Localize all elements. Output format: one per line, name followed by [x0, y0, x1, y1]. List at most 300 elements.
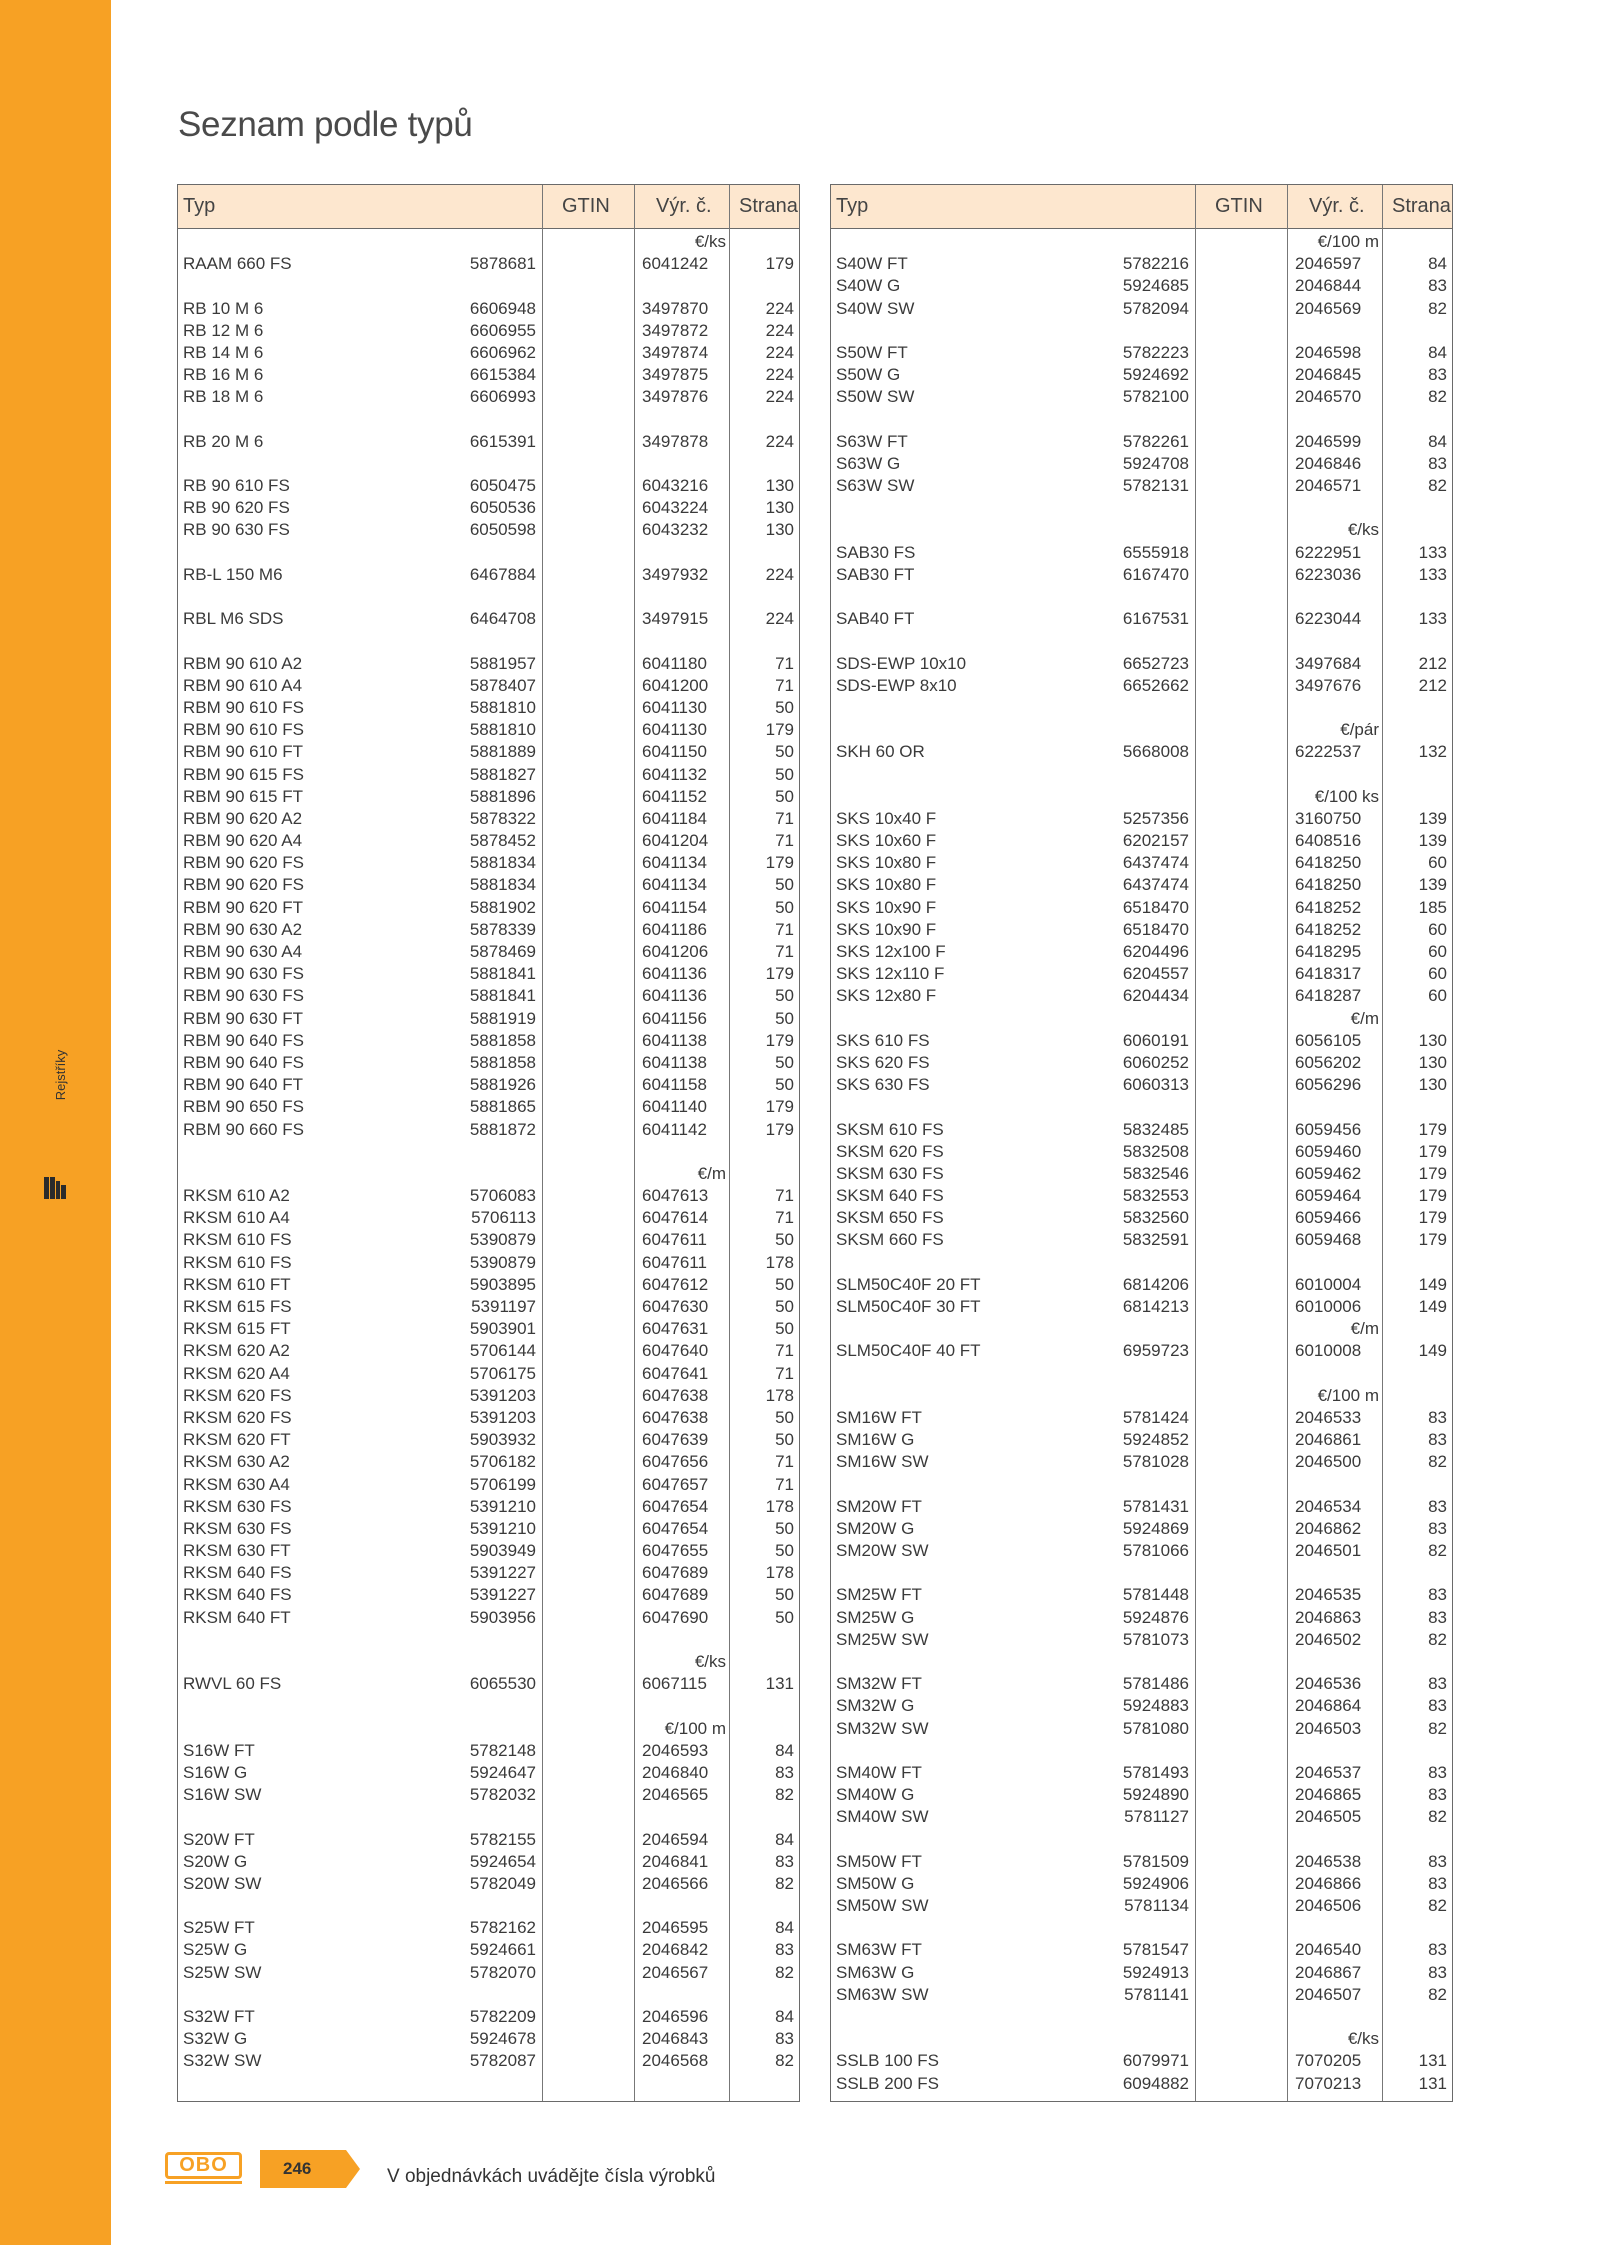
cell-vyr: 6047654: [642, 1518, 709, 1538]
table-row: [178, 564, 799, 586]
cell-strana: 130: [1418, 1030, 1447, 1050]
cell-strana: 50: [775, 1430, 794, 1450]
cell-strana: 224: [765, 609, 794, 629]
cell-vyr: 3497870: [642, 298, 709, 318]
cell-typ: SKS 12x110 F: [836, 964, 945, 984]
cell-strana: 82: [1428, 298, 1447, 318]
cell-gtin: 5391197: [471, 1297, 536, 1316]
table-row: [831, 253, 1452, 275]
cell-gtin: 5782223: [1122, 342, 1189, 362]
cell-strana: 178: [765, 1563, 794, 1583]
cell-strana: 132: [1418, 742, 1447, 762]
cell-vyr: 6223044: [1295, 609, 1362, 629]
cell-gtin: 6065530: [469, 1674, 536, 1694]
cell-vyr: 2046864: [1295, 1696, 1362, 1716]
cell-gtin: 6167470: [1122, 564, 1189, 584]
cell-gtin: 5782261: [1122, 431, 1189, 451]
cell-typ: SM63W G: [836, 1962, 915, 1982]
cell-strana: 71: [775, 653, 794, 673]
table-row: [178, 386, 799, 408]
cell-typ: RBM 90 640 FT: [183, 1075, 303, 1095]
cell-gtin: 5782087: [469, 2051, 536, 2071]
cell-typ: RB 20 M 6: [183, 431, 264, 451]
cell-typ: RBM 90 610 FS: [183, 720, 304, 740]
cell-strana: 60: [1428, 986, 1447, 1006]
cell-typ: SKSM 610 FS: [836, 1119, 944, 1139]
cell-vyr: 6418250: [1295, 875, 1362, 895]
cell-gtin: 5881926: [469, 1075, 536, 1095]
cell-gtin: 5881858: [469, 1030, 536, 1050]
table-row: [831, 1873, 1452, 1895]
cell-strana: 179: [1418, 1208, 1447, 1228]
cell-typ: RB 12 M 6: [183, 320, 264, 340]
table-row: [831, 1296, 1452, 1318]
table-left: [177, 184, 800, 2102]
cell-strana: 133: [1418, 564, 1447, 584]
table-row: [178, 1052, 799, 1074]
cell-gtin: 5881872: [469, 1119, 536, 1139]
cell-strana: 131: [1418, 2073, 1447, 2093]
table-row: [178, 1296, 799, 1318]
table-row: [178, 675, 799, 697]
cell-vyr: 2046867: [1295, 1962, 1362, 1982]
cell-strana: 60: [1428, 964, 1447, 984]
cell-vyr: 2046501: [1295, 1541, 1362, 1561]
cell-strana: 179: [765, 1030, 794, 1050]
header-gtin: GTIN: [562, 195, 610, 217]
spacer-row: [178, 275, 799, 297]
cell-gtin: 5924661: [469, 1940, 536, 1960]
cell-strana: 82: [1428, 1629, 1447, 1649]
header-strana: Strana: [739, 195, 798, 217]
table-row: [831, 2050, 1452, 2072]
cell-typ: SKSM 660 FS: [836, 1230, 944, 1250]
cell-strana: 83: [1428, 1940, 1447, 1960]
cell-gtin: 6060252: [1122, 1052, 1189, 1072]
cell-gtin: 5924692: [1122, 365, 1189, 385]
cell-typ: S63W G: [836, 453, 901, 473]
spacer-row: [831, 630, 1452, 652]
cell-strana: 82: [1428, 1984, 1447, 2004]
cell-gtin: 6204434: [1122, 986, 1189, 1006]
cell-typ: RBM 90 620 FS: [183, 853, 304, 873]
cell-gtin: 5903932: [469, 1430, 536, 1450]
cell-strana: 149: [1418, 1297, 1447, 1316]
cell-strana: 50: [775, 1075, 794, 1095]
cell-vyr: 2046866: [1295, 1873, 1362, 1893]
cell-gtin: 5881889: [469, 742, 536, 762]
cell-vyr: 2046534: [1295, 1496, 1362, 1516]
table-row: [831, 941, 1452, 963]
cell-vyr: 6059460: [1295, 1141, 1362, 1161]
cell-gtin: 5781493: [1122, 1762, 1189, 1782]
cell-strana: 83: [775, 2029, 794, 2049]
table-row: [178, 1873, 799, 1895]
cell-strana: 60: [1428, 919, 1447, 939]
cell-vyr: 6059468: [1295, 1230, 1362, 1250]
table-row: [831, 2073, 1452, 2095]
table-row: [178, 919, 799, 941]
spacer-row: [178, 542, 799, 564]
cell-vyr: 6010006: [1295, 1297, 1362, 1316]
cell-typ: SM50W SW: [836, 1896, 929, 1916]
cell-typ: SM40W G: [836, 1785, 915, 1805]
cell-gtin: 6437474: [1122, 853, 1189, 873]
cell-strana: 71: [775, 1474, 794, 1494]
cell-gtin: 5878452: [469, 831, 536, 851]
cell-typ: S20W G: [183, 1851, 248, 1871]
cell-gtin: 5924883: [1122, 1696, 1189, 1716]
cell-typ: RBM 90 640 FS: [183, 1052, 304, 1072]
cell-strana: 50: [775, 875, 794, 895]
cell-gtin: 5706144: [469, 1341, 536, 1361]
cell-strana: 131: [1418, 2051, 1447, 2071]
cell-vyr: 6041140: [642, 1097, 707, 1117]
cell-strana: 139: [1418, 808, 1447, 828]
cell-vyr: 3497874: [642, 342, 709, 362]
cell-typ: RKSM 620 A2: [183, 1341, 290, 1361]
cell-vyr: 6041204: [642, 831, 709, 851]
unit-row: [831, 2028, 1452, 2050]
cell-typ: RBM 90 660 FS: [183, 1119, 304, 1139]
table-row: [831, 1895, 1452, 1917]
cell-typ: SLM50C40F 20 FT: [836, 1274, 981, 1294]
spacer-row: [831, 697, 1452, 719]
cell-strana: 71: [775, 919, 794, 939]
cell-vyr: 3497915: [642, 609, 709, 629]
table-row: [178, 1340, 799, 1362]
cell-strana: 82: [1428, 1807, 1447, 1827]
cell-vyr: 2046840: [642, 1762, 709, 1782]
cell-strana: 50: [775, 1407, 794, 1427]
cell-typ: SKSM 640 FS: [836, 1186, 944, 1206]
cell-vyr: 6041186: [642, 919, 707, 939]
cell-vyr: 6059456: [1295, 1119, 1362, 1139]
cell-strana: 50: [775, 1541, 794, 1561]
cell-gtin: 6518470: [1122, 919, 1189, 939]
cell-typ: SM16W FT: [836, 1407, 922, 1427]
cell-vyr: 6041184: [642, 808, 707, 828]
cell-typ: S32W G: [183, 2029, 248, 2049]
cell-gtin: 6814213: [1122, 1297, 1189, 1316]
table-row: [831, 1451, 1452, 1473]
cell-strana: 179: [1418, 1141, 1447, 1161]
unit-label: €/m: [697, 1163, 726, 1183]
cell-gtin: 5781448: [1122, 1585, 1189, 1605]
cell-gtin: 6050475: [469, 476, 536, 496]
cell-vyr: 2046567: [642, 1962, 709, 1982]
cell-vyr: 6041154: [642, 897, 707, 917]
cell-vyr: 6047613: [642, 1186, 709, 1206]
cell-vyr: 7070213: [1295, 2073, 1362, 2093]
cell-typ: SM25W G: [836, 1607, 915, 1627]
table-row: [831, 1607, 1452, 1629]
cell-vyr: 2046507: [1295, 1984, 1362, 2004]
cell-typ: SDS-EWP 8x10: [836, 675, 957, 695]
unit-row: [831, 786, 1452, 808]
table-right: [830, 184, 1453, 2102]
cell-vyr: 6041200: [642, 675, 709, 695]
cell-gtin: 5878469: [469, 942, 536, 961]
cell-vyr: 3497684: [1295, 653, 1362, 673]
table-row: [178, 1451, 799, 1473]
table-row: [178, 1851, 799, 1873]
table-row: [831, 741, 1452, 763]
cell-strana: 50: [775, 1585, 794, 1605]
cell-vyr: 6418317: [1295, 964, 1362, 984]
cell-strana: 83: [1428, 276, 1447, 296]
cell-typ: RBM 90 640 FS: [183, 1030, 304, 1050]
cell-gtin: 5391203: [469, 1385, 536, 1405]
cell-gtin: 5782049: [469, 1873, 536, 1893]
table-row: [831, 874, 1452, 896]
table-row: [178, 786, 799, 808]
cell-typ: SM25W FT: [836, 1585, 922, 1605]
cell-vyr: 2046568: [642, 2051, 709, 2071]
cell-strana: 84: [1428, 431, 1447, 451]
cell-strana: 50: [775, 1319, 794, 1339]
cell-vyr: 6418287: [1295, 986, 1362, 1006]
table-header: [831, 185, 1452, 229]
cell-gtin: 5781509: [1122, 1851, 1189, 1871]
cell-strana: 149: [1418, 1341, 1447, 1361]
table-row: [178, 364, 799, 386]
cell-gtin: 6606962: [469, 342, 536, 362]
unit-label: €/ks: [694, 1652, 726, 1671]
cell-strana: 50: [775, 1274, 794, 1294]
cell-typ: SM63W FT: [836, 1940, 922, 1960]
cell-vyr: 2046506: [1295, 1896, 1362, 1916]
cell-gtin: 5782148: [469, 1740, 536, 1760]
cell-vyr: 3497872: [642, 320, 709, 340]
cell-typ: SKS 10x60 F: [836, 831, 937, 851]
table-row: [178, 719, 799, 741]
cell-strana: 212: [1418, 653, 1447, 673]
cell-vyr: 6047631: [642, 1319, 709, 1339]
cell-gtin: 5781028: [1122, 1452, 1189, 1472]
cell-strana: 82: [1428, 1541, 1447, 1561]
cell-strana: 50: [775, 1607, 794, 1627]
cell-gtin: 5781127: [1124, 1807, 1189, 1827]
cell-vyr: 2046535: [1295, 1585, 1362, 1605]
cell-gtin: 6050536: [469, 498, 536, 518]
cell-gtin: 5390879: [469, 1252, 536, 1272]
cell-vyr: 2046569: [1295, 298, 1362, 318]
cell-typ: SKS 10x90 F: [836, 897, 937, 917]
spacer-row: [178, 1629, 799, 1651]
table-row: [178, 697, 799, 719]
spacer-row: [178, 453, 799, 475]
cell-gtin: 5832485: [1122, 1119, 1189, 1139]
table-row: [831, 608, 1452, 630]
table-row: [178, 342, 799, 364]
cell-strana: 179: [765, 720, 794, 740]
cell-strana: 131: [765, 1674, 794, 1694]
cell-strana: 50: [775, 1052, 794, 1072]
table-row: [831, 298, 1452, 320]
cell-gtin: 5924647: [469, 1762, 536, 1782]
cell-strana: 224: [765, 298, 794, 318]
table-row: [178, 320, 799, 342]
cell-typ: RAAM 660 FS: [183, 254, 292, 274]
cell-typ: S20W FT: [183, 1829, 255, 1849]
cell-strana: 82: [775, 1873, 794, 1893]
cell-typ: SM16W SW: [836, 1452, 929, 1472]
cell-gtin: 5781424: [1122, 1407, 1189, 1427]
cell-strana: 71: [775, 831, 794, 851]
cell-typ: SM20W FT: [836, 1496, 922, 1516]
cell-strana: 84: [775, 2007, 794, 2026]
cell-strana: 83: [1428, 1607, 1447, 1627]
cell-strana: 82: [775, 1962, 794, 1982]
cell-gtin: 5881841: [469, 964, 536, 984]
table-row: [178, 1917, 799, 1939]
cell-gtin: 5391227: [469, 1563, 536, 1583]
cell-strana: 224: [765, 387, 794, 407]
cell-vyr: 6047639: [642, 1430, 709, 1450]
cell-strana: 71: [775, 1186, 794, 1206]
cell-gtin: 5832553: [1122, 1186, 1189, 1206]
cell-gtin: 5881865: [469, 1097, 536, 1117]
cell-typ: SAB40 FT: [836, 609, 915, 629]
cell-typ: SSLB 100 FS: [836, 2051, 940, 2071]
cell-strana: 50: [775, 1297, 794, 1316]
table-row: [178, 1496, 799, 1518]
cell-typ: RBM 90 630 A4: [183, 942, 303, 961]
cell-vyr: 2046566: [642, 1873, 709, 1893]
cell-vyr: 2046500: [1295, 1452, 1362, 1472]
unit-row: [178, 1651, 799, 1673]
table-row: [178, 1407, 799, 1429]
cell-typ: RBM 90 630 FS: [183, 964, 304, 984]
cell-vyr: 6047640: [642, 1341, 709, 1361]
cell-strana: 50: [775, 786, 794, 806]
table-row: [831, 963, 1452, 985]
table-row: [178, 475, 799, 497]
cell-strana: 139: [1418, 875, 1447, 895]
cell-strana: 83: [1428, 1496, 1447, 1516]
cell-typ: RKSM 620 FT: [183, 1430, 291, 1450]
cell-gtin: 5391210: [469, 1518, 536, 1538]
cell-vyr: 3497676: [1295, 675, 1362, 695]
table-row: [831, 1584, 1452, 1606]
cell-typ: RKSM 640 FT: [183, 1607, 291, 1627]
cell-gtin: 5781134: [1124, 1896, 1189, 1916]
spacer-row: [178, 1806, 799, 1828]
cell-vyr: 7070205: [1295, 2051, 1362, 2071]
table-row: [178, 1474, 799, 1496]
header-typ: Typ: [836, 195, 869, 217]
cell-gtin: 6060313: [1122, 1075, 1189, 1095]
cell-strana: 83: [1428, 1785, 1447, 1805]
unit-row: [178, 231, 799, 253]
cell-vyr: 6041206: [642, 942, 709, 961]
table-row: [831, 675, 1452, 697]
cell-typ: RB-L 150 M6: [183, 564, 283, 584]
table-row: [178, 1939, 799, 1961]
spacer-row: [178, 630, 799, 652]
cell-gtin: 6606948: [469, 298, 536, 318]
unit-label: €/100 m: [1317, 1385, 1379, 1405]
cell-gtin: 5781431: [1122, 1496, 1189, 1516]
cell-typ: S20W SW: [183, 1873, 262, 1893]
cell-typ: RBM 90 615 FT: [183, 786, 303, 806]
cell-gtin: 5782209: [469, 2007, 536, 2026]
table-row: [178, 1229, 799, 1251]
cell-vyr: 6059462: [1295, 1163, 1362, 1183]
cell-typ: RBM 90 610 A2: [183, 653, 303, 673]
cell-vyr: 6041136: [642, 986, 707, 1006]
cell-typ: RKSM 620 FS: [183, 1385, 292, 1405]
cell-vyr: 2046595: [642, 1918, 709, 1938]
cell-typ: RBM 90 630 A2: [183, 919, 303, 939]
cell-strana: 179: [765, 964, 794, 984]
cell-strana: 224: [765, 320, 794, 340]
cell-vyr: 6041134: [642, 853, 707, 873]
cell-typ: RB 16 M 6: [183, 365, 264, 385]
cell-vyr: 6047612: [642, 1274, 709, 1294]
unit-label: €/100 m: [664, 1718, 726, 1738]
table-row: [831, 1629, 1452, 1651]
cell-gtin: 5878322: [469, 808, 536, 828]
table-row: [831, 1962, 1452, 1984]
cell-gtin: 5903949: [469, 1541, 536, 1561]
cell-gtin: 5903901: [469, 1319, 536, 1339]
spacer-row: [178, 586, 799, 608]
cell-strana: 82: [775, 1785, 794, 1805]
cell-typ: SAB30 FS: [836, 542, 916, 562]
cell-vyr: 6041180: [642, 653, 707, 673]
table-row: [831, 564, 1452, 586]
cell-typ: S40W G: [836, 276, 901, 296]
cell-gtin: 6606955: [469, 320, 536, 340]
cell-gtin: 5924678: [469, 2029, 536, 2049]
cell-vyr: 6047690: [642, 1607, 709, 1627]
cell-vyr: 2046565: [642, 1785, 709, 1805]
cell-typ: RBM 90 650 FS: [183, 1097, 304, 1117]
cell-strana: 82: [1428, 1896, 1447, 1916]
cell-strana: 224: [765, 564, 794, 584]
cell-vyr: 2046862: [1295, 1518, 1362, 1538]
table-row: [831, 453, 1452, 475]
table-header: [178, 185, 799, 229]
cell-vyr: 2046537: [1295, 1762, 1362, 1782]
cell-strana: 84: [775, 1740, 794, 1760]
cell-vyr: 2046503: [1295, 1718, 1362, 1738]
cell-strana: 83: [1428, 453, 1447, 473]
table-row: [831, 653, 1452, 675]
cell-vyr: 2046865: [1295, 1785, 1362, 1805]
cell-gtin: 5924654: [469, 1851, 536, 1871]
cell-gtin: 5781486: [1122, 1674, 1189, 1694]
cell-vyr: 6418295: [1295, 942, 1362, 961]
cell-typ: RKSM 610 A4: [183, 1208, 290, 1228]
cell-vyr: 6043216: [642, 476, 709, 496]
cell-typ: SM40W FT: [836, 1762, 922, 1782]
cell-vyr: 2046596: [642, 2007, 709, 2026]
cell-vyr: 6041138: [642, 1052, 707, 1072]
cell-vyr: 6047614: [642, 1208, 709, 1228]
cell-typ: RWVL 60 FS: [183, 1674, 282, 1694]
cell-vyr: 6010008: [1295, 1341, 1362, 1361]
cell-vyr: 2046842: [642, 1940, 709, 1960]
cell-typ: RBM 90 620 FT: [183, 897, 303, 917]
cell-vyr: 6047654: [642, 1496, 709, 1516]
table-row: [178, 1030, 799, 1052]
unit-row: [178, 1163, 799, 1185]
cell-strana: 83: [1428, 1518, 1447, 1538]
cell-gtin: 5832591: [1122, 1230, 1189, 1250]
